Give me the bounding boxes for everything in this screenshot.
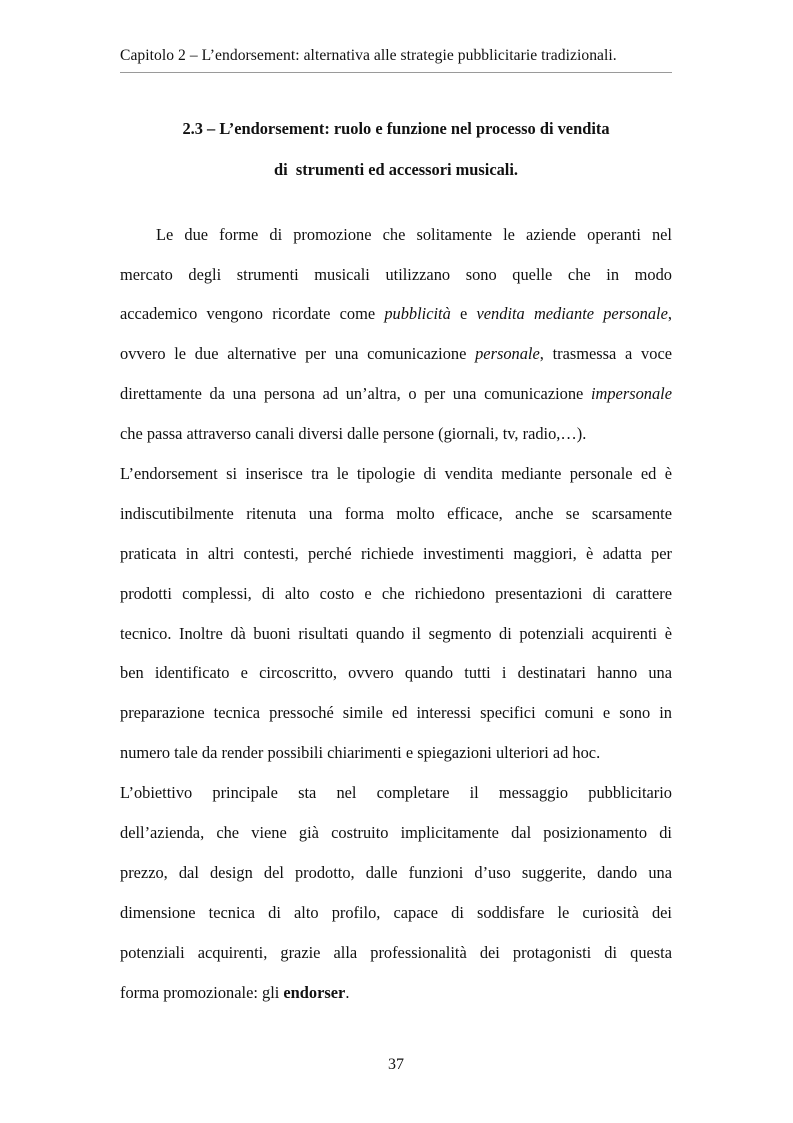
p1-line-5-text-a: direttamente da una persona ad un’altra, o per una comunicazione	[120, 384, 591, 403]
p2-line-4: prodotti complessi, di alto costo e che richiedono presentazioni di carattere	[120, 584, 672, 603]
p3-line-1: L’obiettivo principale sta nel completare il messaggio pubblicitario	[120, 783, 672, 802]
p1-line-3-text-a: accademico vengono ricordate come	[120, 304, 385, 323]
p1-line-4-text-a: ovvero le due alternative per una comunicazione	[120, 344, 476, 363]
page-number: 37	[388, 1056, 404, 1073]
p1-term-pubblicita: pubblicità	[384, 304, 451, 323]
p1-term-personale: personale	[475, 344, 540, 363]
p1-line-5	[120, 383, 672, 405]
p1-line-4-text-c: , trasmessa a voce	[539, 344, 672, 363]
p2-line-1: L’endorsement si inserisce tra le tipologie di vendita mediante personale ed è	[120, 464, 672, 483]
p1-line-4	[120, 343, 672, 365]
p2-line-5: tecnico. Inoltre dà buoni risultati quando il segmento di potenziali acquirenti è	[120, 624, 672, 643]
p1-line-6: che passa attraverso canali diversi dalle persone (giornali, tv, radio,…).	[120, 424, 587, 443]
running-header: Capitolo 2 – L’endorsement: alternativa alle strategie pubblicitarie tradizionali.	[120, 47, 617, 64]
p1-line-3	[120, 303, 672, 325]
p1-line-3-text-c: e	[450, 304, 477, 323]
p3-line-3: prezzo, dal design del prodotto, dalle funzioni d’uso suggerite, dando una	[120, 863, 672, 882]
section-title-line-1: 2.3 – L’endorsement: ruolo e funzione nel processo di vendita	[182, 119, 610, 138]
p1-term-impersonale: impersonale	[590, 384, 672, 403]
p3-line-6	[120, 982, 672, 1004]
header-rule	[120, 72, 672, 73]
p1-line-3-text-e: ,	[667, 304, 672, 323]
p2-line-2: indiscutibilmente ritenuta una forma molto efficace, anche se scarsamente	[120, 504, 672, 523]
p2-line-3: praticata in altri contesti, perché richiede investimenti maggiori, è adatta per	[120, 544, 672, 563]
p2-line-8: numero tale da render possibili chiarimenti e spiegazioni ulteriori ad hoc.	[120, 743, 601, 762]
p3-line-6-text-a: forma promozionale: gli	[120, 983, 284, 1002]
p2-line-7: preparazione tecnica pressoché simile ed interessi specifici comuni e sono in	[120, 703, 672, 722]
p1-term-vendita-personale: vendita mediante personale	[476, 304, 668, 323]
p3-term-endorser: endorser	[283, 983, 346, 1002]
p3-line-2: dell’azienda, che viene già costruito implicitamente dal posizionamento di	[120, 823, 672, 842]
p3-line-6-text-c: .	[345, 983, 350, 1002]
p1-line-1: Le due forme di promozione che solitamente le aziende operanti nel	[156, 225, 672, 244]
p2-line-6: ben identificato e circoscritto, ovvero quando tutti i destinatari hanno una	[120, 663, 672, 682]
p3-line-5: potenziali acquirenti, grazie alla professionalità dei protagonisti di questa	[120, 943, 672, 962]
section-title-line-2: di strumenti ed accessori musicali.	[273, 160, 518, 179]
p1-line-2: mercato degli strumenti musicali utilizzano sono quelle che in modo	[120, 265, 672, 284]
p3-line-4: dimensione tecnica di alto profilo, capace di soddisfare le curiosità dei	[120, 903, 672, 922]
